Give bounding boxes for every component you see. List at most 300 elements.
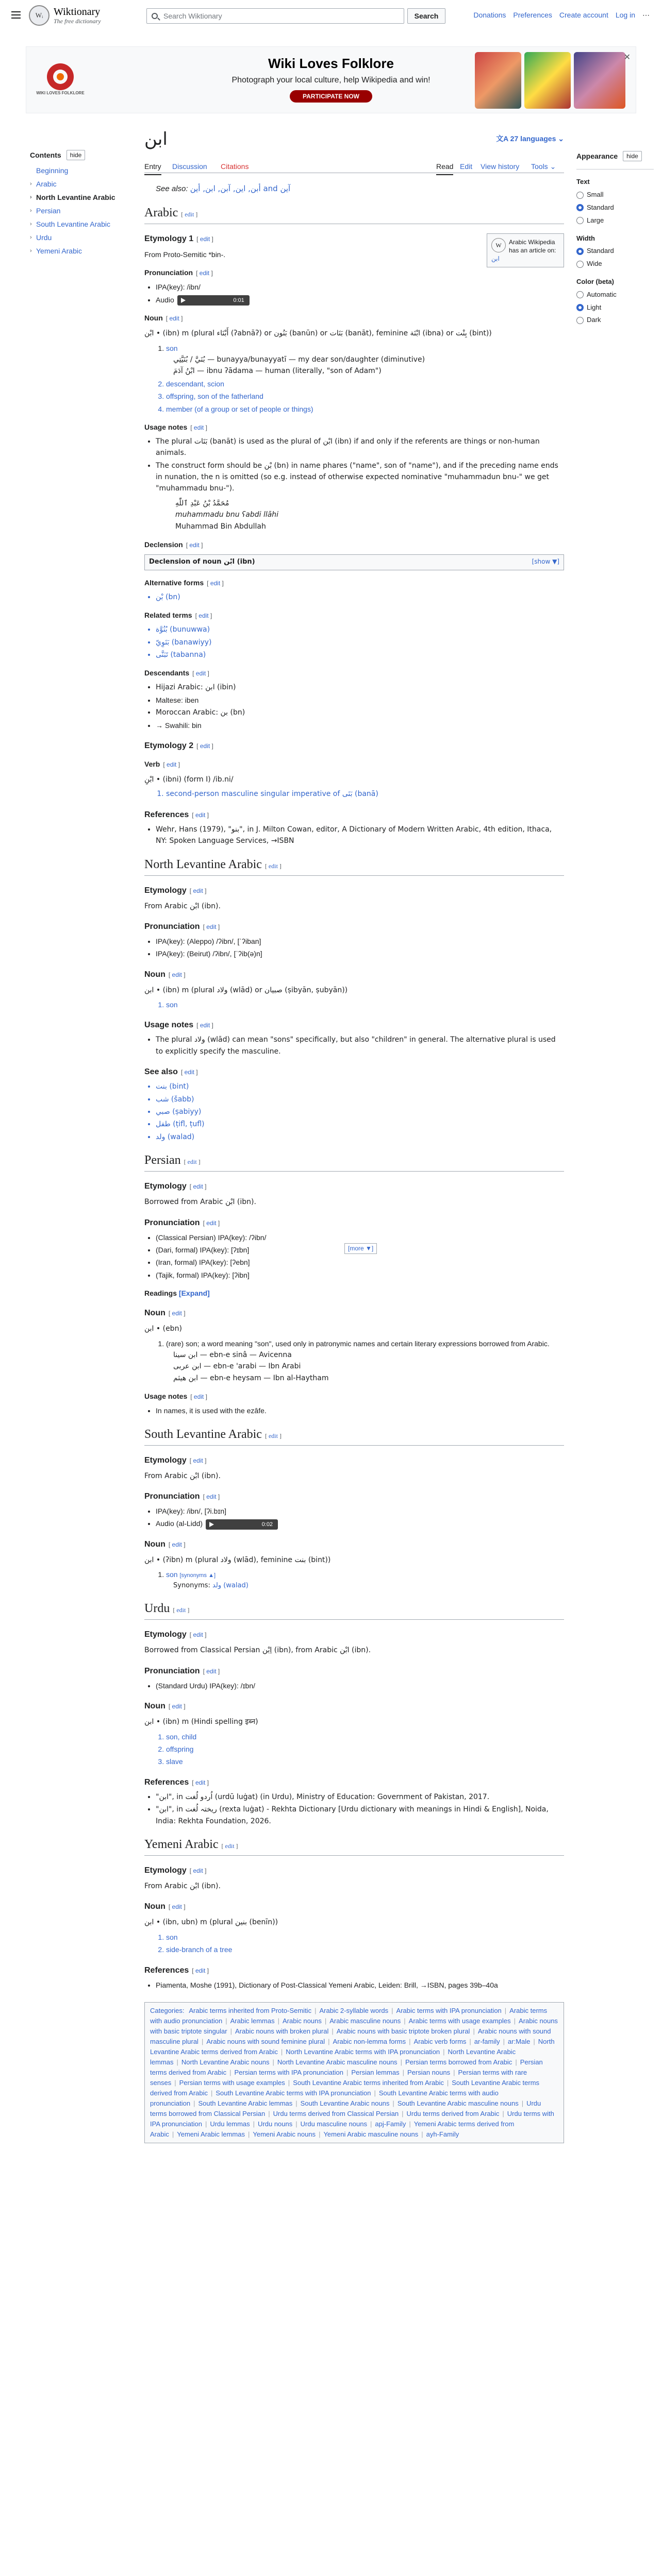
chevron-right-icon[interactable]: › (30, 208, 32, 214)
section-south-levantine: South Levantine Arabic [ edit ] (144, 1426, 564, 1446)
edit-link[interactable]: [ edit ] (203, 923, 220, 930)
color-automatic-option[interactable] (576, 290, 654, 300)
declension-table-collapsed[interactable]: Declension of noun ابْن (ibn) [show ▼] (144, 554, 564, 570)
radio-icon[interactable] (576, 217, 584, 224)
readings-heading: Readings [Expand] (144, 1289, 210, 1298)
category-separator: | (172, 2130, 174, 2138)
expand-toggle[interactable]: [Expand] (178, 1289, 210, 1298)
banner-photo (475, 52, 521, 109)
participate-button[interactable]: PARTICIPATE NOW (290, 90, 372, 103)
text-small-option[interactable] (576, 190, 654, 200)
headword-line: ابن • (ibn) m (plural ولاد (wlād) or صبيان (ṣibyān, ṣubyān)) (144, 986, 348, 994)
category-separator: | (288, 2078, 290, 2087)
category-link[interactable]: North Levantine Arabic terms derived from Arabic (150, 2037, 555, 2056)
category-link[interactable]: Arabic terms with IPA pronunciation (396, 2006, 502, 2014)
tab-read[interactable]: Read (436, 161, 453, 175)
usage-note: • The plural ولاد (wlād) can mean "sons" specifically, but also "children" in general. The alternative plural is used to explicitly specify the masculine. (156, 1034, 564, 1057)
edit-link[interactable]: [ edit ] (196, 235, 213, 243)
category-link[interactable]: Urdu nouns (258, 2120, 293, 2128)
see-also-item[interactable]: • ولد (walad) (156, 1131, 564, 1143)
category-separator: | (370, 2120, 372, 2128)
etymology-2-heading: Etymology 2 [ edit ] (144, 741, 213, 750)
edit-link[interactable]: [ edit ] (189, 887, 207, 894)
etymology-heading: Etymology [ edit ] (144, 886, 207, 895)
category-separator: | (503, 2037, 505, 2045)
category-separator: | (473, 2027, 475, 2035)
category-link[interactable]: North Levantine Arabic masculine nouns (277, 2058, 398, 2066)
category-separator: | (280, 2047, 283, 2056)
category-separator: | (211, 2089, 213, 2097)
category-separator: | (248, 2130, 250, 2138)
page-title: ابن (144, 129, 168, 149)
verb-heading: Verb [ edit ] (144, 759, 180, 768)
category-separator: | (225, 2016, 227, 2025)
category-separator: | (328, 2037, 330, 2045)
categories-box (144, 2002, 564, 2143)
option-label: Automatic (587, 290, 617, 298)
option-label: Large (587, 216, 604, 224)
category-link[interactable]: South Levantine Arabic terms inherited from Arabic (293, 2078, 444, 2087)
edit-link[interactable]: [ edit ] (180, 1069, 198, 1076)
pronunciation-list (156, 281, 564, 306)
category-link[interactable]: Arabic terms inherited from Proto-Semitic (189, 2006, 312, 2014)
edit-link[interactable]: [ edit ] (168, 1903, 186, 1911)
page-title-row (144, 128, 564, 150)
radio-selected-icon[interactable] (576, 204, 584, 211)
sense-item[interactable]: 3. slave (166, 1756, 564, 1767)
category-link[interactable]: Arabic terms with audio pronunciation (150, 2006, 548, 2025)
donations-link[interactable]: Donations (473, 11, 506, 19)
usage-note: • The plural بَنَات (banāt) is used as the plural of ابْن (ibn) if and only if the referents are things or non-human animals. (156, 436, 564, 459)
toc-hide-button[interactable]: hide (67, 150, 86, 160)
category-list (150, 2007, 558, 2138)
edit-link[interactable]: [ edit ] (196, 269, 213, 277)
pronunciation-heading: Pronunciation [ edit ] (144, 1666, 220, 1675)
edit-link[interactable]: [ edit ] (192, 670, 209, 677)
tools-menu[interactable]: Tools ⌄ (531, 162, 556, 171)
category-link[interactable]: South Levantine Arabic lemmas (198, 2099, 293, 2107)
category-link[interactable]: North Levantine Arabic lemmas (150, 2047, 516, 2066)
etymology-text: Borrowed from Arabic ابْن (ibn). (144, 1198, 256, 1207)
category-separator: | (533, 2037, 535, 2045)
category-link[interactable]: Yemeni Arabic lemmas (177, 2130, 245, 2138)
noun-heading: Noun [ edit ] (144, 970, 186, 979)
category-link[interactable]: Arabic terms with usage examples (408, 2016, 511, 2025)
radio-selected-icon[interactable] (576, 304, 584, 311)
pronunciation-heading: Pronunciation [ edit ] (144, 922, 220, 931)
category-link[interactable]: ar:Male (508, 2037, 531, 2045)
usage-example: ابن عربی — ebn-e 'arabi — Ibn Arabi (173, 1362, 301, 1371)
category-link[interactable]: Urdu masculine nouns (300, 2120, 367, 2128)
chevron-right-icon[interactable]: › (30, 234, 32, 241)
color-dark-option[interactable] (576, 315, 654, 326)
edit-link[interactable]: [ edit ] (168, 1310, 186, 1317)
tab-entry[interactable]: Entry (144, 161, 161, 175)
toc-item-label: Arabic (36, 180, 57, 189)
wiktionary-logo[interactable]: Wᵢ (29, 5, 49, 26)
edit-link[interactable]: [ edit ] (189, 1456, 207, 1464)
radio-icon[interactable] (576, 291, 584, 298)
edit-link[interactable]: [ edit ] (186, 541, 203, 549)
related-term[interactable]: • بُنُوَّة (bunuwwa) (156, 624, 564, 635)
edit-link[interactable]: [ edit ] (264, 1432, 282, 1439)
etymology-text: From Arabic ابْن (ibn). (144, 902, 221, 910)
category-link[interactable]: Urdu terms borrowed from Classical Persian (150, 2099, 541, 2117)
ipa-text: • (Dari, formal) IPA(key): [ʔɪbn] (156, 1244, 564, 1256)
sense-list (166, 999, 564, 1010)
radio-icon[interactable] (576, 317, 584, 324)
edit-link[interactable]: [ edit ] (181, 211, 198, 218)
category-link[interactable]: South Levantine Arabic masculine nouns (397, 2099, 519, 2107)
toc-item-yemeni[interactable] (30, 244, 128, 258)
category-link[interactable]: Arabic nouns with broken plural (235, 2027, 329, 2035)
etymology-text: From Arabic ابْن (ibn). (144, 1882, 221, 1890)
references-list (156, 1791, 564, 1827)
reference-item: • Wehr, Hans (1979), "بنو", in J. Milton Cowan, editor, A Dictionary of Modern Written Arabic, 4th edition, Ithaca, NY: Spoken Language Services, →ISBN (156, 824, 564, 847)
edit-link[interactable]: [ edit ] (195, 612, 212, 620)
edit-link[interactable]: [ edit ] (203, 1667, 220, 1675)
search-placeholder: Search Wiktionary (163, 12, 222, 20)
category-link[interactable]: South Levantine Arabic terms with audio pronunciation (150, 2089, 499, 2107)
search-icon (152, 13, 158, 19)
category-link[interactable]: Urdu terms derived from Arabic (406, 2109, 500, 2117)
tab-edit[interactable]: Edit (460, 162, 473, 171)
category-separator: | (521, 2099, 524, 2107)
radio-icon[interactable] (576, 192, 584, 199)
category-separator: | (205, 2120, 207, 2128)
edit-link[interactable]: [ edit ] (189, 1631, 207, 1639)
category-link[interactable]: Urdu terms with IPA pronunciation (150, 2109, 554, 2128)
category-separator: | (268, 2109, 270, 2117)
audio-player[interactable]: 0:02 (206, 1519, 278, 1530)
wordmark-tagline: The free dictionary (54, 18, 101, 25)
see-also-item[interactable]: • طفل (ṭifl, ṭufl) (156, 1118, 564, 1130)
descendants-list (156, 682, 564, 731)
category-link[interactable]: North Levantine Arabic nouns (181, 2058, 270, 2066)
option-label: Standard (587, 203, 614, 211)
banner-photo (524, 52, 571, 109)
category-separator: | (502, 2109, 504, 2117)
category-separator: | (514, 2016, 516, 2025)
category-link[interactable]: Urdu terms derived from Classical Persian (273, 2109, 399, 2117)
wordmark-title: Wiktionary (54, 6, 101, 18)
width-standard-option[interactable] (576, 246, 654, 257)
category-link[interactable]: South Levantine Arabic terms derived from Arabic (150, 2078, 540, 2097)
edit-link[interactable]: [ edit ] (203, 1219, 220, 1227)
tab-history[interactable]: View history (481, 162, 520, 171)
audio-row: • Audio 0:01 (156, 294, 564, 306)
tab-discussion[interactable]: Discussion (172, 162, 207, 171)
edit-link[interactable]: [ edit ] (168, 1703, 186, 1710)
chevron-down-icon: ⌄ (556, 134, 564, 143)
ipa-text: • IPA(key): /ibn/, [ʔi.bɪn] (156, 1505, 564, 1517)
noun-heading: Noun [ edit ] (144, 1309, 186, 1318)
toc-item-south-levantine[interactable] (30, 217, 128, 231)
category-link[interactable]: Arabic lemmas (230, 2016, 275, 2025)
sense-item: 1. (rare) son; a word meaning "son", used only in patronymic names and certain literary expressions borrowed from Arabic. ابن سینا — ebn-e sinâ — Avicenna ابن عربی — ebn-e 'arabi — Ibn Arabi ابن هیثم — ebn-e heysam — Ibn al-Haytham (166, 1338, 564, 1384)
etymology-heading: Etymology 1 [ edit ] (144, 234, 213, 243)
verb-headword: ابْنِ • (ibni) (form I) /ib.ni/ (144, 775, 234, 784)
sense-item[interactable]: 2. descendant, scion (166, 378, 564, 389)
more-options-icon[interactable]: ⋯ (642, 11, 650, 19)
category-link[interactable]: South Levantine Arabic terms with IPA pronunciation (216, 2089, 371, 2097)
sense-list (166, 1931, 564, 1956)
main-content (144, 128, 564, 2143)
references-heading: References [ edit ] (144, 1965, 209, 1975)
pronunciation-block (144, 1232, 564, 1281)
edit-link[interactable]: [ edit ] (190, 423, 207, 431)
site-header (0, 0, 662, 31)
category-link[interactable]: Persian terms with rare senses (150, 2068, 527, 2087)
category-separator: | (409, 2120, 411, 2128)
audio-row: • Audio (al-Lidd) 0:02 (156, 1518, 564, 1529)
section-north-levantine: North Levantine Arabic [ edit ] (144, 856, 564, 876)
ipa-text: • (Tajik, formal) IPA(key): [ʔibn] (156, 1269, 564, 1281)
pronunciation-list (156, 1505, 564, 1530)
audio-player[interactable]: 0:01 (177, 295, 250, 306)
edit-link[interactable]: [ edit ] (192, 1778, 209, 1786)
noun-heading: Noun [ edit ] (144, 1539, 186, 1549)
category-link[interactable]: ayh-Family (426, 2130, 459, 2138)
usage-example: ابن هیثم — ebn-e heysam — Ibn al-Haytham (173, 1374, 329, 1382)
category-link[interactable]: Arabic masculine nouns (329, 2016, 401, 2025)
sense-item: 1. son بُنَيَّ / بُنَيَّتِي — bunayya/bunayyatī — my dear son/daughter (diminutive) ابْنُ آدَمَ — ibnu ʔādama — human (literally, "son of Adam") (166, 343, 564, 377)
show-toggle[interactable]: [show ▼] (532, 558, 559, 566)
usage-notes-list (156, 1405, 564, 1416)
edit-link[interactable]: [ edit ] (264, 862, 282, 870)
edit-link[interactable]: [ edit ] (173, 1606, 190, 1614)
sense-item[interactable]: 1. second-person masculine singular imperative of بَنَى (banā) (166, 788, 564, 800)
related-term[interactable]: • بَنَوِيّ (banawiyy) (156, 637, 564, 648)
tools-label: Tools (531, 162, 548, 171)
sense-item[interactable]: 2. side-branch of a tree (166, 1944, 564, 1955)
category-separator: | (324, 2016, 327, 2025)
category-link[interactable]: Persian terms borrowed from Arabic (405, 2058, 512, 2066)
category-separator: | (230, 2027, 232, 2035)
wikipedia-link[interactable]: ابن (491, 255, 500, 262)
chevron-right-icon[interactable]: › (30, 194, 32, 201)
sense-item[interactable]: 1. son (166, 1931, 564, 1943)
see-also-item[interactable]: • شب (šabb) (156, 1094, 564, 1105)
edit-link[interactable]: [ edit ] (184, 1158, 201, 1166)
category-link[interactable]: Persian lemmas (351, 2068, 400, 2076)
more-toggle[interactable]: [more ▼] (344, 1243, 377, 1254)
edit-link[interactable]: [ edit ] (163, 760, 180, 768)
category-separator: | (409, 2037, 411, 2045)
chevron-right-icon[interactable]: › (30, 248, 32, 255)
category-link[interactable]: South Levantine Arabic nouns (300, 2099, 390, 2107)
category-link[interactable]: Urdu lemmas (210, 2120, 250, 2128)
category-separator: | (295, 2099, 297, 2107)
category-link[interactable]: Yemeni Arabic masculine nouns (323, 2130, 419, 2138)
edit-link[interactable]: [ edit ] (168, 1540, 186, 1548)
category-link[interactable]: Persian terms with usage examples (179, 2078, 285, 2087)
references-heading: References [ edit ] (144, 1777, 209, 1787)
main-menu-icon[interactable] (11, 11, 21, 19)
usage-example: ابْنُ آدَمَ — ibnu ʔādama — human (literally, "son of Adam") (173, 367, 382, 376)
edit-link[interactable]: [ edit ] (203, 1493, 220, 1500)
category-link[interactable]: ar-family (474, 2037, 500, 2045)
sense-item[interactable]: 4. member (of a group or set of people or things) (166, 403, 564, 415)
category-separator: | (402, 2068, 404, 2076)
toc-title: Contents (30, 151, 61, 159)
etymology-text: From Arabic ابْن (ibn). (144, 1471, 221, 1480)
edit-link[interactable]: [ edit ] (168, 971, 186, 978)
category-separator: | (193, 2099, 195, 2107)
edit-link[interactable]: [ edit ] (207, 579, 224, 587)
edit-link[interactable]: [ edit ] (189, 1867, 207, 1874)
appearance-panel (576, 150, 654, 326)
category-separator: | (392, 2099, 394, 2107)
category-link[interactable]: Persian nouns (407, 2068, 451, 2076)
usage-notes-heading: Usage notes [ edit ] (144, 422, 207, 431)
sense-list (166, 1731, 564, 1768)
width-label: Width (576, 234, 595, 242)
headword-line: ابن • (ibn, ubn) m (plural بنين (benīn)) (144, 1918, 278, 1927)
category-link[interactable]: Arabic nouns with basic triptote singular (150, 2016, 558, 2035)
etymology-heading: Etymology [ edit ] (144, 1182, 207, 1191)
etymology-heading: Etymology [ edit ] (144, 1630, 207, 1639)
divider (576, 169, 654, 170)
edit-link[interactable]: [ edit ] (221, 1842, 238, 1850)
usage-note: • The construct form should be بْن (bn) in name phares ("name", son of "name"), and if the preceding name ends in nunation, the n is omitted (so e.g. instead of otherwise expected nominative "muhammadun bnu-" we get "muhammadu bnu-"). (156, 460, 564, 495)
log-in-link[interactable]: Log in (615, 11, 635, 19)
edit-link[interactable]: [ edit ] (196, 742, 213, 750)
language-selector[interactable] (496, 133, 564, 144)
category-link[interactable]: Arabic nouns with basic triptote broken plural (336, 2027, 470, 2035)
radio-icon[interactable] (576, 261, 584, 268)
preferences-link[interactable]: Preferences (513, 11, 552, 19)
see-also-item[interactable]: • بنت (bint) (156, 1081, 564, 1092)
category-separator: | (295, 2120, 297, 2128)
headword-line: ابن • (ibn) m (Hindi spelling इब्न) (144, 1718, 258, 1726)
close-icon[interactable]: ✕ (623, 53, 631, 62)
toc-item-arabic[interactable] (30, 177, 128, 191)
synonyms-toggle[interactable]: [synonyms ▲] (179, 1572, 216, 1579)
search-button[interactable]: Search (407, 8, 445, 24)
see-also-heading: See also [ edit ] (144, 1067, 198, 1077)
text-standard-option[interactable] (576, 202, 654, 213)
category-separator: | (469, 2037, 471, 2045)
category-separator: | (174, 2078, 176, 2087)
category-link[interactable]: Persian terms with IPA pronunciation (234, 2068, 343, 2076)
category-separator: | (504, 2006, 507, 2014)
chevron-right-icon[interactable]: › (30, 181, 32, 188)
category-link[interactable]: Yemeni Arabic nouns (253, 2130, 316, 2138)
radio-selected-icon[interactable] (576, 248, 584, 255)
edit-link[interactable]: [ edit ] (192, 811, 209, 819)
category-link[interactable]: Arabic non-lemma forms (333, 2037, 406, 2045)
category-separator: | (453, 2068, 455, 2076)
edit-link[interactable]: [ edit ] (166, 315, 183, 323)
descendants-heading: Descendants [ edit ] (144, 669, 209, 677)
category-separator: | (229, 2068, 231, 2076)
category-link[interactable]: Arabic nouns with sound masculine plural (150, 2027, 551, 2045)
chevron-right-icon[interactable]: › (30, 221, 32, 228)
create-account-link[interactable]: Create account (559, 11, 608, 19)
toc-item-persian[interactable] (30, 204, 128, 217)
see-also-links[interactable]: أبن, اين, آبن, ابن, أين and آين (190, 184, 291, 193)
section-arabic (144, 205, 564, 224)
toc-item-north-levantine[interactable] (30, 191, 128, 204)
sense-item[interactable]: 2. offspring (166, 1743, 564, 1755)
category-link[interactable]: Yemeni Arabic terms derived from Arabic (150, 2120, 515, 2138)
color-label: Color (beta) (576, 277, 614, 285)
category-link[interactable]: Persian terms derived from Arabic (150, 2058, 543, 2076)
edit-link[interactable]: [ edit ] (192, 1967, 209, 1974)
wikipedia-icon: W (491, 238, 506, 252)
category-separator: | (319, 2130, 321, 2138)
option-label: Small (587, 191, 604, 199)
pronunciation-list (156, 936, 564, 960)
alt-form-item[interactable]: • بْن (bn) (156, 591, 564, 603)
wikipedia-box (487, 233, 564, 267)
search-input[interactable] (146, 8, 404, 24)
descendant-item: • → Swahili: bin (156, 720, 564, 731)
headword-line: ابْن • (ibn) m (plural أَبْنَاء (ʔabnāʔ) or بَنُون (banūn) or بَنَات (banāt), feminine ابْنَة (ibna) or بِنْت (bint)) (144, 329, 492, 338)
see-also-prefix: See also: (156, 184, 188, 193)
related-term[interactable]: • تَبَنَّى (tabanna) (156, 649, 564, 660)
tab-citations[interactable]: Citations (221, 162, 249, 171)
section-urdu: Urdu [ edit ] (144, 1600, 564, 1620)
category-link[interactable]: Arabic nouns with sound feminine plural (206, 2037, 325, 2045)
edit-link[interactable]: [ edit ] (190, 1393, 207, 1401)
category-separator: | (391, 2006, 393, 2014)
option-label: Standard (587, 247, 614, 255)
category-link[interactable]: Arabic nouns (282, 2016, 322, 2025)
sense-item[interactable]: 3. offspring, son of the fatherland (166, 391, 564, 402)
section-heading: Arabic (144, 206, 178, 219)
category-link[interactable]: Arabic verb forms (413, 2037, 467, 2045)
appearance-hide-button[interactable]: hide (623, 151, 642, 161)
category-link[interactable]: Arabic 2-syllable words (319, 2006, 389, 2014)
etymology-text: Borrowed from Classical Persian اِبْن (ibn), from Arabic ابْن (ibn). (144, 1646, 371, 1655)
category-link[interactable]: North Levantine Arabic terms with IPA pronunciation (286, 2047, 440, 2056)
toc-item-label: South Levantine Arabic (36, 220, 110, 229)
banner-subtitle: Photograph your local culture, help Wikipedia and win! (231, 76, 431, 84)
option-label: Dark (587, 316, 601, 324)
wlf-banner (26, 46, 636, 113)
pronunciation-heading: Pronunciation [ edit ] (144, 1218, 220, 1227)
language-count: 27 languages (510, 134, 556, 143)
descendant-item: • Moroccan Arabic: بن (bn) (156, 707, 564, 718)
edit-link[interactable]: [ edit ] (196, 1022, 213, 1029)
category-separator: | (402, 2109, 404, 2117)
edit-link[interactable]: [ edit ] (189, 1183, 207, 1191)
reference-item: • "ابن", in اُردو لُغت (urdū luġat) (in Urdu), Ministry of Education: Government of Pakistan, 2017. (156, 1791, 564, 1803)
wordmark[interactable] (54, 6, 101, 25)
category-link[interactable]: apj-Family (375, 2120, 406, 2128)
category-separator: | (400, 2058, 402, 2066)
sense-item[interactable]: 1. son, child (166, 1731, 564, 1742)
pronunciation-list (156, 1680, 564, 1691)
toc-item-urdu[interactable] (30, 231, 128, 244)
text-large-option[interactable] (576, 215, 654, 226)
toc-item-beginning[interactable]: Beginning (36, 166, 69, 175)
categories-label[interactable]: Categories: (150, 2006, 185, 2014)
verb-sense-list (166, 788, 564, 800)
ipa-text: • IPA(key): /ibn/ (156, 281, 564, 293)
usage-notes-list (156, 436, 564, 495)
width-wide-option[interactable] (576, 259, 654, 269)
noun-heading: Noun [ edit ] (144, 1702, 186, 1711)
etymology-heading: Etymology [ edit ] (144, 1455, 207, 1465)
sense-item[interactable]: 1. son (166, 999, 564, 1010)
color-light-option[interactable] (576, 302, 654, 313)
category-separator: | (332, 2027, 334, 2035)
declension-heading: Declension [ edit ] (144, 540, 203, 549)
see-also-item[interactable]: • صبي (ṣabiyy) (156, 1106, 564, 1117)
